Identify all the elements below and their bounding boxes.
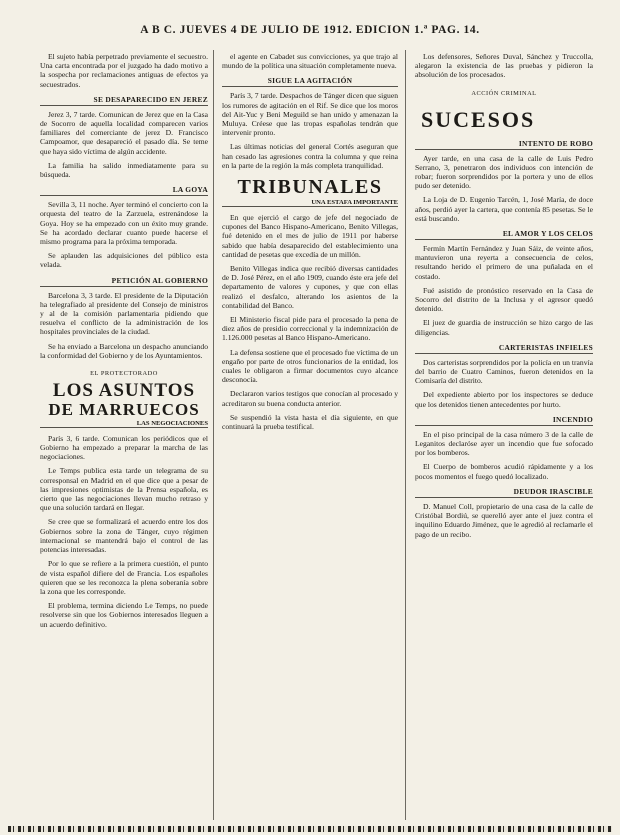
paragraph: El problema, termina diciendo Le Temps, no puede resolverse sin que los Gobiernos interesados lleguen a un acuerdo definitivo.	[40, 601, 208, 629]
paragraph: Barcelona 3, 3 tarde. El presidente de la Diputación ha telegrafiado al presidente del Consejo de ministros y al de la comisión parlamentaria pidiendo que resuelva el conflicto de la administración de los hospitales provinciales de la ciudad.	[40, 290, 208, 337]
paragraph: La Loja de D. Eugenio Tarcén, 1, José María, de doce años, perdió ayer la cartera, que contenía 85 pesetas. Se le está buscando.	[415, 195, 593, 223]
column-left	[40, 52, 208, 820]
paragraph: Fermín Martín Fernández y Juan Sáiz, de veinte años, mantuvieron una reyerta a consecuencia de celos, resultando herido el primero de una puñalada en el costado.	[415, 244, 593, 281]
paragraph: Se suspendió la vista hasta el día siguiente, en que continuará la prueba testifical.	[222, 412, 398, 432]
section-heading: EL AMOR Y LOS CELOS	[415, 229, 593, 240]
paragraph: Sevilla 3, 11 noche. Ayer terminó el concierto con la orquesta del teatro de la Zarzuela, estrenándose la Goya. Hoy se ha empezado con un éxito muy grande. Se ha acordado declarar cuanto puede hacerse el mismo programa para la próxima temporada.	[40, 200, 208, 247]
paragraph: El Ministerio fiscal pide para el procesado la pena de diez años de presidio correccional y la indemnización de 1.126.000 pesetas al Banco Hispano-Americano.	[222, 315, 398, 343]
paragraph: París 3, 7 tarde. Despachos de Tánger dicen que siguen los rumores de agitación en el Rif. Se dice que los moros del Ait-Yuc y Beni Meguild se han unido y amenazan la Muluya. Créese que las tropas españolas tendrán que intervenir pronto.	[222, 91, 398, 138]
section-heading: SIGUE LA AGITACIÓN	[222, 76, 398, 87]
paragraph: D. Manuel Coll, propietario de una casa de la calle de Cristóbal Bordiú, se querelló ayer ante el juez contra el inquilino Eduardo Jiménez, que le agredió al reclamarle el pago de un recibo.	[415, 501, 593, 539]
paragraph: Ayer tarde, en una casa de la calle de Luis Pedro Serrano, 3, penetraron dos individuos con intención de robar; fueron sorprendidos por la portera y uno de ellos pudo ser detenido.	[415, 153, 593, 191]
paragraph: Jerez 3, 7 tarde. Comunican de Jerez que en la Casa de Socorro de aquella localidad comparecen varios familiares del comerciante de jerez D. Francisco Campoamor, que desapareció el pasado día. Se teme que haya sido víctima de algún accidente.	[40, 109, 208, 156]
paragraph: Del expediente abierto por los inspectores se deduce que los detenidos tienen antecedentes por hurto.	[415, 390, 593, 409]
paragraph: Las últimas noticias del general Cortés aseguran que han cesado las agresiones contra la columna y que reina en la parte de la región la más completa tranquilidad.	[222, 142, 398, 170]
section-heading: INTENTO DE ROBO	[415, 139, 593, 150]
paragraph: Benito Villegas indica que recibió diversas cantidades de D. José Pérez, en el año 1909, cuando éste era jefe del departamento de valores y cupones, y que con ellas realizó el desfalco, alterando los asientos de la contabilidad del Banco.	[222, 264, 398, 310]
paragraph: El sujeto había perpetrado previamente el secuestro. Una carta encontrada por el juzgado ha dado motivo a la sospecha por reclamaciones antiguas de efectos ya secuestrados.	[40, 52, 208, 89]
subheading: UNA ESTAFA IMPORTANTE	[222, 199, 398, 207]
paragraph: París 3, 6 tarde. Comunican los periódicos que el Gobierno ha empezado a preparar la marcha de las negociaciones.	[40, 433, 208, 462]
sucesos-heading: SUCESOS	[421, 106, 536, 132]
paragraph: En el piso principal de la casa número 3 de la calle de Leganitos declaróse ayer un incendio que fue sofocado por los bomberos.	[415, 429, 593, 458]
column-divider	[405, 50, 406, 820]
paragraph: Dos carteristas sorprendidos por la policía en un tranvía del barrio de Cuatro Caminos, fueron detenidos en la Comisaría del distrito.	[415, 357, 593, 386]
section-heading: SE DESAPARECIDO EN JEREZ	[40, 95, 208, 106]
paragraph: En que ejerció el cargo de jefe del negociado de cupones del Banco Hispano-Americano, Benito Villegas, fué detenido en el mes de julio de 1911 por haberse sabido que había desaparecido del establecimiento una cantidad de pesetas que excedía de un millón.	[222, 213, 398, 259]
paragraph: Se ha enviado a Barcelona un despacho anunciando la conformidad del Gobierno y de los Ayuntamientos.	[40, 341, 208, 360]
headline-line-2: DE MARRUECOS	[48, 400, 200, 420]
paragraph: Declararon varios testigos que conocían al procesado y acreditaron su buena conducta anterior.	[222, 389, 398, 408]
paragraph: El juez de guardia de instrucción se hizo cargo de las diligencias.	[415, 318, 593, 337]
paragraph: El Cuerpo de bomberos acudió rápidamente y a los pocos momentos el fuego quedó localizado.	[415, 462, 593, 481]
page-header: A B C. JUEVES 4 DE JULIO DE 1912. EDICION 1.ª PAG. 14.	[140, 24, 480, 36]
paragraph: Se aplauden las adquisiciones del público esta velada.	[40, 251, 208, 270]
paragraph: La familia ha salido inmediatamente para su búsqueda.	[40, 160, 208, 180]
section-heading: LA GOYA	[40, 185, 208, 196]
paragraph: Fué asistido de pronóstico reservado en la Casa de Socorro del distrito de la Inclusa y el agresor quedó detenido.	[415, 285, 593, 314]
paragraph: Los defensores, Señores Duval, Sánchez y Truccolla, alegaron la existencia de las pruebas y pidieron la absolución de los procesados.	[415, 52, 593, 80]
paragraph: el agente en Cabadet sus convicciones, ya que trajo al mundo de la política una situación completamente nueva.	[222, 52, 398, 71]
subheading: LAS NEGOCIACIONES	[40, 420, 208, 428]
paragraph: La defensa sostiene que el procesado fue víctima de un engaño por parte de otros funcionarios de la entidad, los cuales le obligaron a firmar documentos cuyo alcance desconocía.	[222, 347, 398, 385]
paragraph: Se cree que se formalizará el acuerdo entre los dos Gobiernos sobre la zona de Tánger, cuyo régimen internacional se mantendrá bajo el control de las potencias interesadas.	[40, 517, 208, 555]
section-heading: INCENDIO	[415, 415, 593, 426]
column-middle	[222, 52, 398, 820]
section-heading: DEUDOR IRASCIBLE	[415, 487, 593, 498]
section-heading: PETICIÓN AL GOBIERNO	[40, 276, 208, 287]
section-heading: CARTERISTAS INFIELES	[415, 343, 593, 354]
kicker: EL PROTECTORADO	[90, 370, 158, 378]
headline-line-1: LOS ASUNTOS	[52, 380, 196, 402]
tribunales-heading: TRIBUNALES	[237, 176, 383, 199]
scan-edge-strip	[8, 826, 612, 832]
paragraph: Por lo que se refiere a la primera cuestión, el punto de vista español difiere del de Francia. Los españoles quieren que se les reconozca la plena soberanía sobre la zona que les corresponde.	[40, 559, 208, 596]
kicker: ACCIÓN CRIMINAL	[471, 89, 537, 97]
column-right	[415, 52, 593, 820]
paragraph: Le Temps publica esta tarde un telegrama de su corresponsal en Madrid en el que dice que a pesar de las impresiones optimistas de la Prensa española, es cierto que las negociaciones llevan mucho retraso y que una solución tardará en llegar.	[40, 466, 208, 513]
column-divider	[213, 50, 214, 820]
